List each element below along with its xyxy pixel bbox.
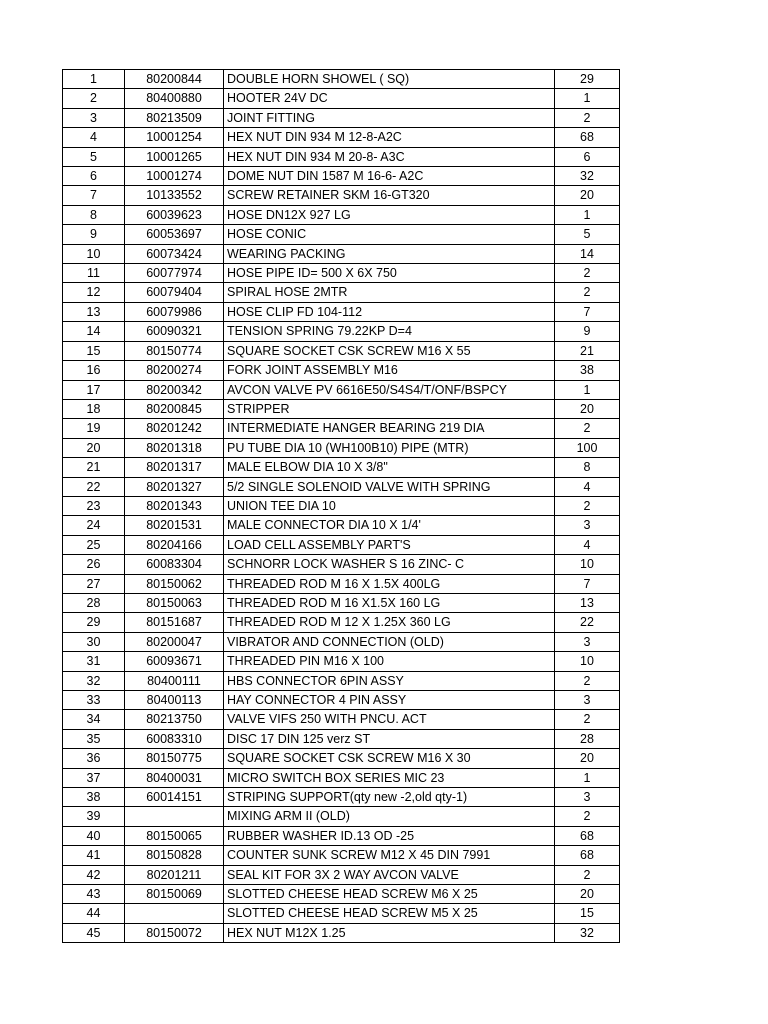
- part-code-cell: 60014151: [125, 788, 224, 807]
- quantity-cell: 6: [555, 147, 620, 166]
- description-cell: MIXING ARM II (OLD): [224, 807, 555, 826]
- quantity-cell: 7: [555, 574, 620, 593]
- description-cell: HBS CONNECTOR 6PIN ASSY: [224, 671, 555, 690]
- description-cell: SQUARE SOCKET CSK SCREW M16 X 55: [224, 341, 555, 360]
- part-code-cell: 10001265: [125, 147, 224, 166]
- description-cell: UNION TEE DIA 10: [224, 496, 555, 515]
- quantity-cell: 15: [555, 904, 620, 923]
- row-number-cell: 12: [63, 283, 125, 302]
- row-number-cell: 15: [63, 341, 125, 360]
- row-number-cell: 21: [63, 458, 125, 477]
- row-number-cell: 45: [63, 923, 125, 942]
- row-number-cell: 4: [63, 128, 125, 147]
- table-row: [63, 244, 620, 263]
- row-number-cell: 14: [63, 322, 125, 341]
- description-cell: 5/2 SINGLE SOLENOID VALVE WITH SPRING: [224, 477, 555, 496]
- quantity-cell: 3: [555, 691, 620, 710]
- quantity-cell: 2: [555, 710, 620, 729]
- description-cell: HEX NUT DIN 934 M 12-8-A2C: [224, 128, 555, 147]
- table-row: [63, 283, 620, 302]
- description-cell: HOSE CLIP FD 104-112: [224, 302, 555, 321]
- quantity-cell: 68: [555, 826, 620, 845]
- row-number-cell: 24: [63, 516, 125, 535]
- description-cell: HEX NUT M12X 1.25: [224, 923, 555, 942]
- description-cell: LOAD CELL ASSEMBLY PART'S: [224, 535, 555, 554]
- row-number-cell: 2: [63, 89, 125, 108]
- part-code-cell: 10001254: [125, 128, 224, 147]
- table-row: [63, 593, 620, 612]
- part-code-cell: 80201327: [125, 477, 224, 496]
- description-cell: RUBBER WASHER ID.13 OD -25: [224, 826, 555, 845]
- description-cell: DISC 17 DIN 125 verz ST: [224, 729, 555, 748]
- row-number-cell: 41: [63, 846, 125, 865]
- description-cell: SEAL KIT FOR 3X 2 WAY AVCON VALVE: [224, 865, 555, 884]
- row-number-cell: 43: [63, 885, 125, 904]
- table-row: [63, 167, 620, 186]
- row-number-cell: 34: [63, 710, 125, 729]
- part-code-cell: 60073424: [125, 244, 224, 263]
- part-code-cell: 80150063: [125, 593, 224, 612]
- quantity-cell: 3: [555, 788, 620, 807]
- quantity-cell: 1: [555, 205, 620, 224]
- quantity-cell: 2: [555, 671, 620, 690]
- description-cell: WEARING PACKING: [224, 244, 555, 263]
- row-number-cell: 38: [63, 788, 125, 807]
- table-row: [63, 691, 620, 710]
- description-cell: DOUBLE HORN SHOWEL ( SQ): [224, 70, 555, 89]
- quantity-cell: 68: [555, 128, 620, 147]
- table-row: [63, 341, 620, 360]
- description-cell: HOOTER 24V DC: [224, 89, 555, 108]
- quantity-cell: 2: [555, 264, 620, 283]
- description-cell: SQUARE SOCKET CSK SCREW M16 X 30: [224, 749, 555, 768]
- table-row: [63, 535, 620, 554]
- row-number-cell: 42: [63, 865, 125, 884]
- row-number-cell: 5: [63, 147, 125, 166]
- table-row: [63, 380, 620, 399]
- table-row: [63, 923, 620, 942]
- table-row: [63, 555, 620, 574]
- part-code-cell: 80150065: [125, 826, 224, 845]
- row-number-cell: 23: [63, 496, 125, 515]
- description-cell: AVCON VALVE PV 6616E50/S4S4/T/ONF/BSPCY: [224, 380, 555, 399]
- table-row: [63, 846, 620, 865]
- quantity-cell: 20: [555, 885, 620, 904]
- row-number-cell: 7: [63, 186, 125, 205]
- description-cell: THREADED ROD M 12 X 1.25X 360 LG: [224, 613, 555, 632]
- quantity-cell: 2: [555, 496, 620, 515]
- description-cell: HOSE CONIC: [224, 225, 555, 244]
- table-row: [63, 205, 620, 224]
- part-code-cell: 60053697: [125, 225, 224, 244]
- table-row: [63, 108, 620, 127]
- row-number-cell: 36: [63, 749, 125, 768]
- quantity-cell: 8: [555, 458, 620, 477]
- part-code-cell: 80200342: [125, 380, 224, 399]
- table-row: [63, 302, 620, 321]
- table-row: [63, 807, 620, 826]
- row-number-cell: 26: [63, 555, 125, 574]
- description-cell: JOINT FITTING: [224, 108, 555, 127]
- row-number-cell: 19: [63, 419, 125, 438]
- quantity-cell: 3: [555, 632, 620, 651]
- table-row: [63, 865, 620, 884]
- quantity-cell: 28: [555, 729, 620, 748]
- description-cell: THREADED ROD M 16 X1.5X 160 LG: [224, 593, 555, 612]
- part-code-cell: 60083310: [125, 729, 224, 748]
- part-code-cell: 80201343: [125, 496, 224, 515]
- table-row: [63, 419, 620, 438]
- quantity-cell: 4: [555, 535, 620, 554]
- table-row: [63, 729, 620, 748]
- quantity-cell: 20: [555, 399, 620, 418]
- part-code-cell: 80204166: [125, 535, 224, 554]
- quantity-cell: 1: [555, 768, 620, 787]
- part-code-cell: 80200047: [125, 632, 224, 651]
- table-row: [63, 768, 620, 787]
- part-code-cell: [125, 807, 224, 826]
- table-row: [63, 826, 620, 845]
- quantity-cell: 2: [555, 865, 620, 884]
- quantity-cell: 22: [555, 613, 620, 632]
- row-number-cell: 13: [63, 302, 125, 321]
- row-number-cell: 29: [63, 613, 125, 632]
- description-cell: STRIPING SUPPORT(qty new -2,old qty-1): [224, 788, 555, 807]
- table-row: [63, 671, 620, 690]
- part-code-cell: 10001274: [125, 167, 224, 186]
- table-row: [63, 322, 620, 341]
- description-cell: COUNTER SUNK SCREW M12 X 45 DIN 7991: [224, 846, 555, 865]
- description-cell: HOSE PIPE ID= 500 X 6X 750: [224, 264, 555, 283]
- row-number-cell: 16: [63, 361, 125, 380]
- table-row: [63, 70, 620, 89]
- row-number-cell: 31: [63, 652, 125, 671]
- part-code-cell: 80200274: [125, 361, 224, 380]
- row-number-cell: 32: [63, 671, 125, 690]
- description-cell: PU TUBE DIA 10 (WH100B10) PIPE (MTR): [224, 438, 555, 457]
- quantity-cell: 38: [555, 361, 620, 380]
- row-number-cell: 6: [63, 167, 125, 186]
- description-cell: VALVE VIFS 250 WITH PNCU. ACT: [224, 710, 555, 729]
- quantity-cell: 20: [555, 186, 620, 205]
- quantity-cell: 21: [555, 341, 620, 360]
- table-row: [63, 438, 620, 457]
- row-number-cell: 8: [63, 205, 125, 224]
- quantity-cell: 100: [555, 438, 620, 457]
- row-number-cell: 10: [63, 244, 125, 263]
- row-number-cell: 30: [63, 632, 125, 651]
- description-cell: HEX NUT DIN 934 M 20-8- A3C: [224, 147, 555, 166]
- part-code-cell: 80200844: [125, 70, 224, 89]
- description-cell: HAY CONNECTOR 4 PIN ASSY: [224, 691, 555, 710]
- part-code-cell: 80201531: [125, 516, 224, 535]
- part-code-cell: 60039623: [125, 205, 224, 224]
- description-cell: FORK JOINT ASSEMBLY M16: [224, 361, 555, 380]
- part-code-cell: 60077974: [125, 264, 224, 283]
- table-row: [63, 128, 620, 147]
- row-number-cell: 11: [63, 264, 125, 283]
- table-row: [63, 477, 620, 496]
- row-number-cell: 37: [63, 768, 125, 787]
- quantity-cell: 10: [555, 652, 620, 671]
- table-row: [63, 749, 620, 768]
- part-code-cell: 80201318: [125, 438, 224, 457]
- quantity-cell: 4: [555, 477, 620, 496]
- part-code-cell: 60090321: [125, 322, 224, 341]
- part-code-cell: 80213509: [125, 108, 224, 127]
- quantity-cell: 2: [555, 807, 620, 826]
- part-code-cell: 80150062: [125, 574, 224, 593]
- table-row: [63, 264, 620, 283]
- description-cell: SCREW RETAINER SKM 16-GT320: [224, 186, 555, 205]
- quantity-cell: 3: [555, 516, 620, 535]
- part-code-cell: 60083304: [125, 555, 224, 574]
- part-code-cell: 80213750: [125, 710, 224, 729]
- table-row: [63, 885, 620, 904]
- quantity-cell: 13: [555, 593, 620, 612]
- part-code-cell: 80150828: [125, 846, 224, 865]
- part-code-cell: 80200845: [125, 399, 224, 418]
- description-cell: MALE ELBOW DIA 10 X 3/8": [224, 458, 555, 477]
- table-row: [63, 574, 620, 593]
- quantity-cell: 29: [555, 70, 620, 89]
- parts-table-body: [63, 70, 620, 943]
- part-code-cell: 60093671: [125, 652, 224, 671]
- table-row: [63, 652, 620, 671]
- table-row: [63, 361, 620, 380]
- description-cell: TENSION SPRING 79.22KP D=4: [224, 322, 555, 341]
- table-row: [63, 632, 620, 651]
- table-row: [63, 225, 620, 244]
- table-row: [63, 89, 620, 108]
- part-code-cell: 80150072: [125, 923, 224, 942]
- description-cell: DOME NUT DIN 1587 M 16-6- A2C: [224, 167, 555, 186]
- row-number-cell: 20: [63, 438, 125, 457]
- row-number-cell: 18: [63, 399, 125, 418]
- row-number-cell: 3: [63, 108, 125, 127]
- description-cell: VIBRATOR AND CONNECTION (OLD): [224, 632, 555, 651]
- quantity-cell: 2: [555, 419, 620, 438]
- part-code-cell: [125, 904, 224, 923]
- table-row: [63, 710, 620, 729]
- table-row: [63, 399, 620, 418]
- table-row: [63, 186, 620, 205]
- part-code-cell: 10133552: [125, 186, 224, 205]
- description-cell: SLOTTED CHEESE HEAD SCREW M5 X 25: [224, 904, 555, 923]
- quantity-cell: 9: [555, 322, 620, 341]
- description-cell: INTERMEDIATE HANGER BEARING 219 DIA: [224, 419, 555, 438]
- part-code-cell: 80201317: [125, 458, 224, 477]
- description-cell: MALE CONNECTOR DIA 10 X 1/4': [224, 516, 555, 535]
- quantity-cell: 2: [555, 108, 620, 127]
- part-code-cell: 60079986: [125, 302, 224, 321]
- table-row: [63, 496, 620, 515]
- row-number-cell: 27: [63, 574, 125, 593]
- quantity-cell: 20: [555, 749, 620, 768]
- quantity-cell: 14: [555, 244, 620, 263]
- table-row: [63, 516, 620, 535]
- row-number-cell: 39: [63, 807, 125, 826]
- row-number-cell: 1: [63, 70, 125, 89]
- part-code-cell: 80400031: [125, 768, 224, 787]
- row-number-cell: 28: [63, 593, 125, 612]
- quantity-cell: 1: [555, 89, 620, 108]
- part-code-cell: 80150069: [125, 885, 224, 904]
- description-cell: MICRO SWITCH BOX SERIES MIC 23: [224, 768, 555, 787]
- quantity-cell: 10: [555, 555, 620, 574]
- quantity-cell: 2: [555, 283, 620, 302]
- row-number-cell: 40: [63, 826, 125, 845]
- part-code-cell: 80201211: [125, 865, 224, 884]
- description-cell: STRIPPER: [224, 399, 555, 418]
- description-cell: SLOTTED CHEESE HEAD SCREW M6 X 25: [224, 885, 555, 904]
- parts-table: [62, 69, 620, 943]
- row-number-cell: 33: [63, 691, 125, 710]
- table-row: [63, 904, 620, 923]
- quantity-cell: 7: [555, 302, 620, 321]
- quantity-cell: 5: [555, 225, 620, 244]
- description-cell: THREADED PIN M16 X 100: [224, 652, 555, 671]
- part-code-cell: 60079404: [125, 283, 224, 302]
- table-row: [63, 788, 620, 807]
- part-code-cell: 80150774: [125, 341, 224, 360]
- description-cell: SCHNORR LOCK WASHER S 16 ZINC- C: [224, 555, 555, 574]
- row-number-cell: 35: [63, 729, 125, 748]
- quantity-cell: 1: [555, 380, 620, 399]
- row-number-cell: 22: [63, 477, 125, 496]
- description-cell: SPIRAL HOSE 2MTR: [224, 283, 555, 302]
- part-code-cell: 80151687: [125, 613, 224, 632]
- table-row: [63, 147, 620, 166]
- row-number-cell: 17: [63, 380, 125, 399]
- part-code-cell: 80400113: [125, 691, 224, 710]
- part-code-cell: 80150775: [125, 749, 224, 768]
- part-code-cell: 80400111: [125, 671, 224, 690]
- row-number-cell: 44: [63, 904, 125, 923]
- part-code-cell: 80201242: [125, 419, 224, 438]
- description-cell: THREADED ROD M 16 X 1.5X 400LG: [224, 574, 555, 593]
- table-row: [63, 613, 620, 632]
- table-row: [63, 458, 620, 477]
- quantity-cell: 32: [555, 923, 620, 942]
- row-number-cell: 9: [63, 225, 125, 244]
- row-number-cell: 25: [63, 535, 125, 554]
- quantity-cell: 68: [555, 846, 620, 865]
- part-code-cell: 80400880: [125, 89, 224, 108]
- description-cell: HOSE DN12X 927 LG: [224, 205, 555, 224]
- quantity-cell: 32: [555, 167, 620, 186]
